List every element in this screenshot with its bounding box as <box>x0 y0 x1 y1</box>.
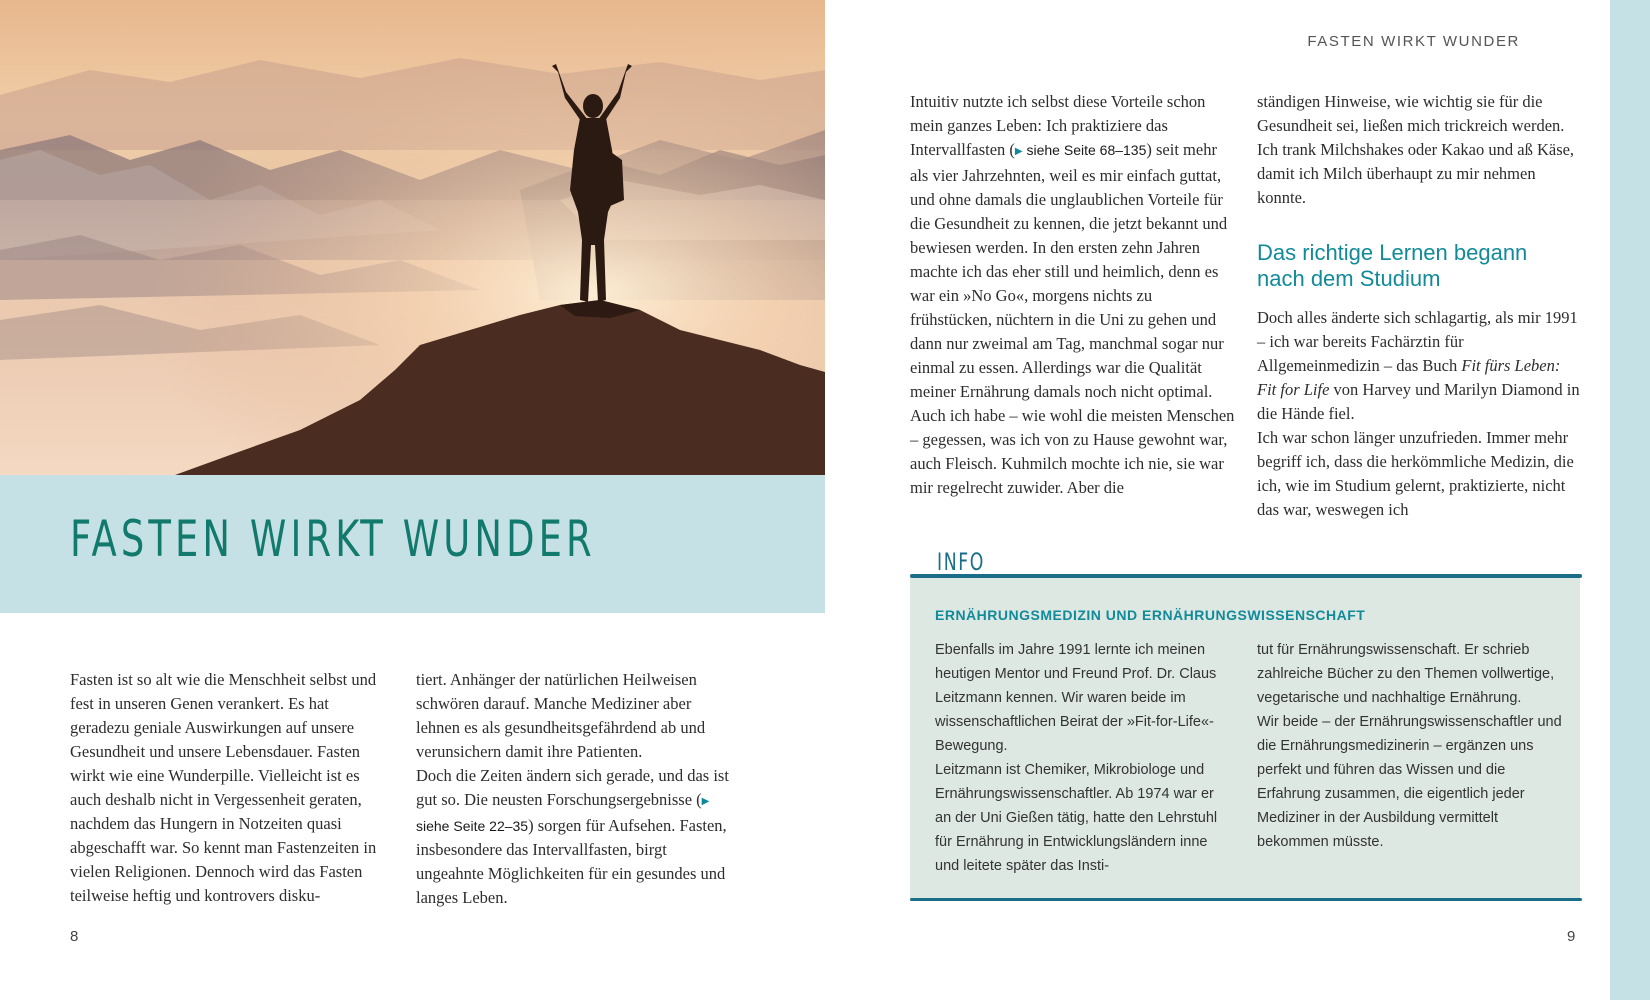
left-col2-paragraph-1: tiert. Anhänger der natürlichen Heilweisen schwören darauf. Manche Mediziner aber lehnen es als gesundheitsgefährdend ab und verunsichern damit ihre Patienten. <box>416 670 706 761</box>
section-subheading: Das richtige Lernen begann nach dem Studium <box>1257 240 1528 291</box>
info-col1-paragraph-2: Leitzmann ist Chemiker, Mikrobiologe und Ernährungswissenschaftler. Ab 1974 war er an der Uni Gießen tätig, hatte den Lehrstuhl für Ernährung in Entwicklungsländern inne und leitete später das Insti- <box>935 762 1218 874</box>
page-reference-text: siehe Seite 68–135 <box>1026 142 1147 158</box>
right-col2-text-a: Doch alles änderte sich schlagartig, als mir 1991 – ich war bereits Fachärztin für Allgemeinmedizin – das Buch <box>1257 308 1578 375</box>
info-col2-paragraph-1: tut für Ernährungswissenschaft. Er schrieb zahlreiche Bücher zu den Themen vollwertige, vegetarische und nachhaltige Ernährung. <box>1257 642 1555 706</box>
page-reference-link[interactable] <box>1015 142 1146 158</box>
right-col1-text-a: Intuitiv nutzte ich selbst diese Vorteile schon mein ganzes Leben: Ich praktiziere das Intervallfasten ( <box>910 92 1206 159</box>
page-number-left: 8 <box>70 928 79 945</box>
mountain-summit-photo <box>0 0 825 475</box>
left-col2-text-b: ) sorgen für Aufsehen. Fasten, insbesondere das Intervallfasten, birgt ungeahnte Möglichkeiten für ein gesundes und langes Leben. <box>416 816 727 907</box>
right-body-column-1 <box>910 90 1238 500</box>
triangle-right-icon: ▶ <box>1014 146 1023 157</box>
right-col1-text-b: ) seit mehr als vier Jahrzehnten, weil es mir einfach guttat, und ohne damals die unglaublichen Vorteile für die Gesundheit zu kennen, die jetzt bekannt und bewiesen werden. In den ersten zehn Jahren machte ich das eher still und heimlich, denn es war ein »No Go«, morgens nichts zu frühstücken, nüchtern in die Uni zu gehen und dann nur zweimal am Tag, manchmal sogar nur einmal zu essen. Allerdings war die Qualität meiner Ernährung damals noch nicht optimal. Auch ich habe – wie wohl die meisten Menschen – gegessen, was ich von zu Hause gewohnt war, auch Fleisch. Kuhmilch mochte ich nie, sie war mir regelrecht zuwider. Aber die <box>910 140 1235 497</box>
right-body-column-2-bottom <box>1257 306 1582 522</box>
info-box-top-rule <box>910 574 1582 578</box>
info-col2-paragraph-2: Wir beide – der Ernährungswissenschaftler und die Ernährungsmedizinerin – ergänzen uns perfekt und führen das Wissen und die Erfahrung zusammen, die eigentlich jeder Mediziner in der Ausbildung vermittelt bekommen müsste. <box>1257 714 1562 850</box>
left-col1-text: Fasten ist so alt wie die Menschheit selbst und fest in unseren Genen verankert. Es hat geradezu geniale Auswirkungen auf unsere Gesundheit und unsere Lebensdauer. Fasten wirkt wie eine Wunderpille. Vielleicht ist es auch deshalb nicht in Vergessenheit geraten, nachdem das Hungern in Notzeiten quasi abgeschafft war. So kennt man Fastenzeiten in vielen Religionen. Dennoch wird das Fasten teilweise heftig und kontrovers disku- <box>70 670 377 905</box>
running-head: FASTEN WIRKT WUNDER <box>1307 33 1520 50</box>
book-title: Fit fürs Leben: Fit for Life <box>1257 356 1561 399</box>
info-box-bottom-rule <box>910 898 1582 901</box>
right-col2-text-b: von Harvey und Marilyn Diamond in die Hände fiel. <box>1257 380 1580 423</box>
info-col1-paragraph-1: Ebenfalls im Jahre 1991 lernte ich meinen heutigen Mentor und Freund Prof. Dr. Claus Leitzmann kennen. Wir waren beide im wissenschaftlichen Beirat der »Fit-for-Life«-Bewegung. <box>935 642 1217 754</box>
chapter-title: FASTEN WIRKT WUNDER <box>70 510 596 568</box>
right-col2-paragraph-1: ständigen Hinweise, wie wichtig sie für die Gesundheit sei, ließen mich trickreich werden. Ich trank Milchshakes oder Kakao und aß Käse, damit ich Milch überhaupt zu mir nehmen konnte. <box>1257 92 1575 207</box>
triangle-right-icon: ▶ <box>701 796 710 807</box>
left-col2-text-a: Doch die Zeiten ändern sich gerade, und das ist gut so. Die neusten Forschungsergebnisse ( <box>416 766 729 809</box>
info-column-2 <box>1257 638 1562 854</box>
right-body-column-2-top <box>1257 90 1582 210</box>
left-body-column-1 <box>70 668 392 908</box>
page-reference-text: siehe Seite 22–35 <box>416 818 529 834</box>
info-label: INFO <box>937 548 985 576</box>
page-edge-strip <box>1610 0 1650 1000</box>
right-col2-paragraph-2 <box>1257 306 1582 426</box>
left-body-column-2 <box>416 668 738 910</box>
right-page <box>825 0 1650 1000</box>
info-heading: ERNÄHRUNGSMEDIZIN UND ERNÄHRUNGSWISSENSCHAFT <box>935 607 1366 623</box>
mountain-silhouette-illustration <box>0 0 825 475</box>
page-number-right: 9 <box>1567 928 1576 945</box>
left-col2-paragraph-2 <box>416 764 738 910</box>
info-column-1 <box>935 638 1230 878</box>
right-col1-text <box>910 90 1238 500</box>
right-col2-paragraph-3: Ich war schon länger unzufrieden. Immer mehr begriff ich, dass die herkömmliche Medizin, die ich, wie im Studium gelernt, praktizierte, nicht das war, weswegen ich <box>1257 428 1574 519</box>
